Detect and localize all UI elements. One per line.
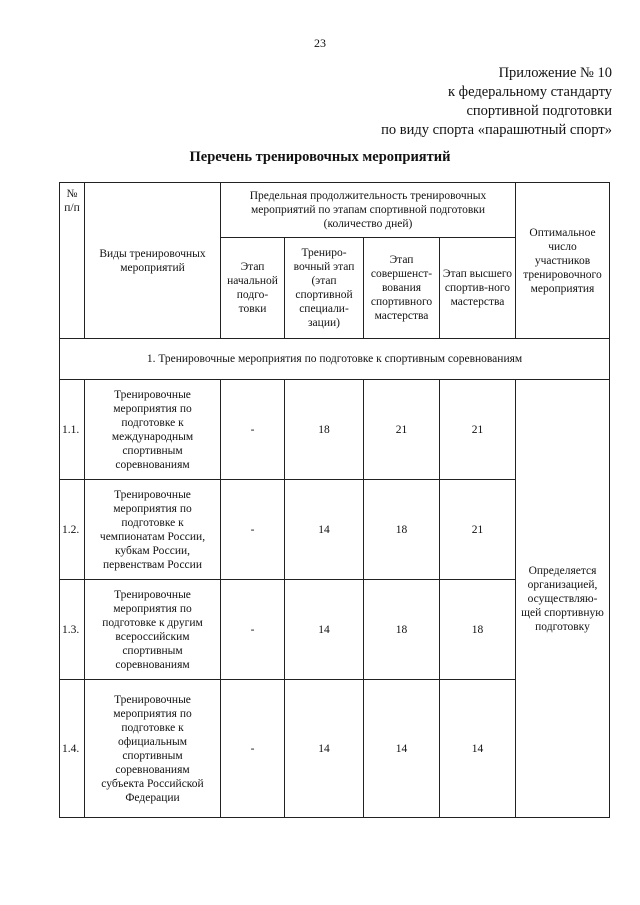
header-duration: Предельная продолжительность тренировочных мероприятий по этапам спортивной подготовки (количество дней) [221,183,516,238]
header-num: № п/п [60,183,85,339]
row-number: 1.4. [60,680,85,818]
page-number: 23 [314,36,326,50]
row-value: - [221,480,285,580]
section-row [60,339,610,380]
row-value: - [221,380,285,480]
row-value: 21 [364,380,440,480]
appendix-line: спортивной подготовки [466,103,612,119]
document-title: Перечень тренировочных мероприятий [189,149,451,165]
row-number: 1.2. [60,480,85,580]
row-number: 1.1. [60,380,85,480]
header-stage: Этап совершенст-вования спортивного мастерства [364,238,440,339]
training-events-table [59,182,610,818]
appendix-line: Приложение № 10 [498,65,612,81]
section-title: 1. Тренировочные мероприятия по подготовке к спортивным соревнованиям [60,339,610,380]
header-row [60,183,610,238]
header-optimal: Оптимальное число участников тренировочного мероприятия [516,183,610,339]
appendix-line: к федеральному стандарту [448,84,612,100]
header-kinds: Виды тренировочных мероприятий [85,183,221,339]
row-value: 14 [285,480,364,580]
row-name: Тренировочные мероприятия по подготовке к официальным спортивным соревнованиям субъекта Российской Федерации [85,680,221,818]
row-value: - [221,680,285,818]
header-stage: Этап высшего спортив-ного мастерства [440,238,516,339]
table-row [60,380,610,480]
optimal-value: Определяется организацией, осуществляю-щей спортивную подготовку [516,380,610,818]
row-value: 14 [440,680,516,818]
row-value: 21 [440,480,516,580]
row-value: 14 [285,680,364,818]
row-value: 18 [364,580,440,680]
header-stage: Трениро-вочный этап (этап спортивной специали-зации) [285,238,364,339]
header-stage: Этап начальной подго-товки [221,238,285,339]
row-value: 18 [364,480,440,580]
row-value: - [221,580,285,680]
row-name: Тренировочные мероприятия по подготовке к чемпионатам России, кубкам России, первенствам России [85,480,221,580]
row-value: 18 [440,580,516,680]
row-value: 14 [285,580,364,680]
row-value: 21 [440,380,516,480]
row-value: 18 [285,380,364,480]
row-name: Тренировочные мероприятия по подготовке к международным спортивным соревнованиям [85,380,221,480]
appendix-line: по виду спорта «парашютный спорт» [381,122,612,138]
row-name: Тренировочные мероприятия по подготовке к другим всероссийским спортивным соревнованиям [85,580,221,680]
appendix-block [381,64,612,140]
row-number: 1.3. [60,580,85,680]
row-value: 14 [364,680,440,818]
